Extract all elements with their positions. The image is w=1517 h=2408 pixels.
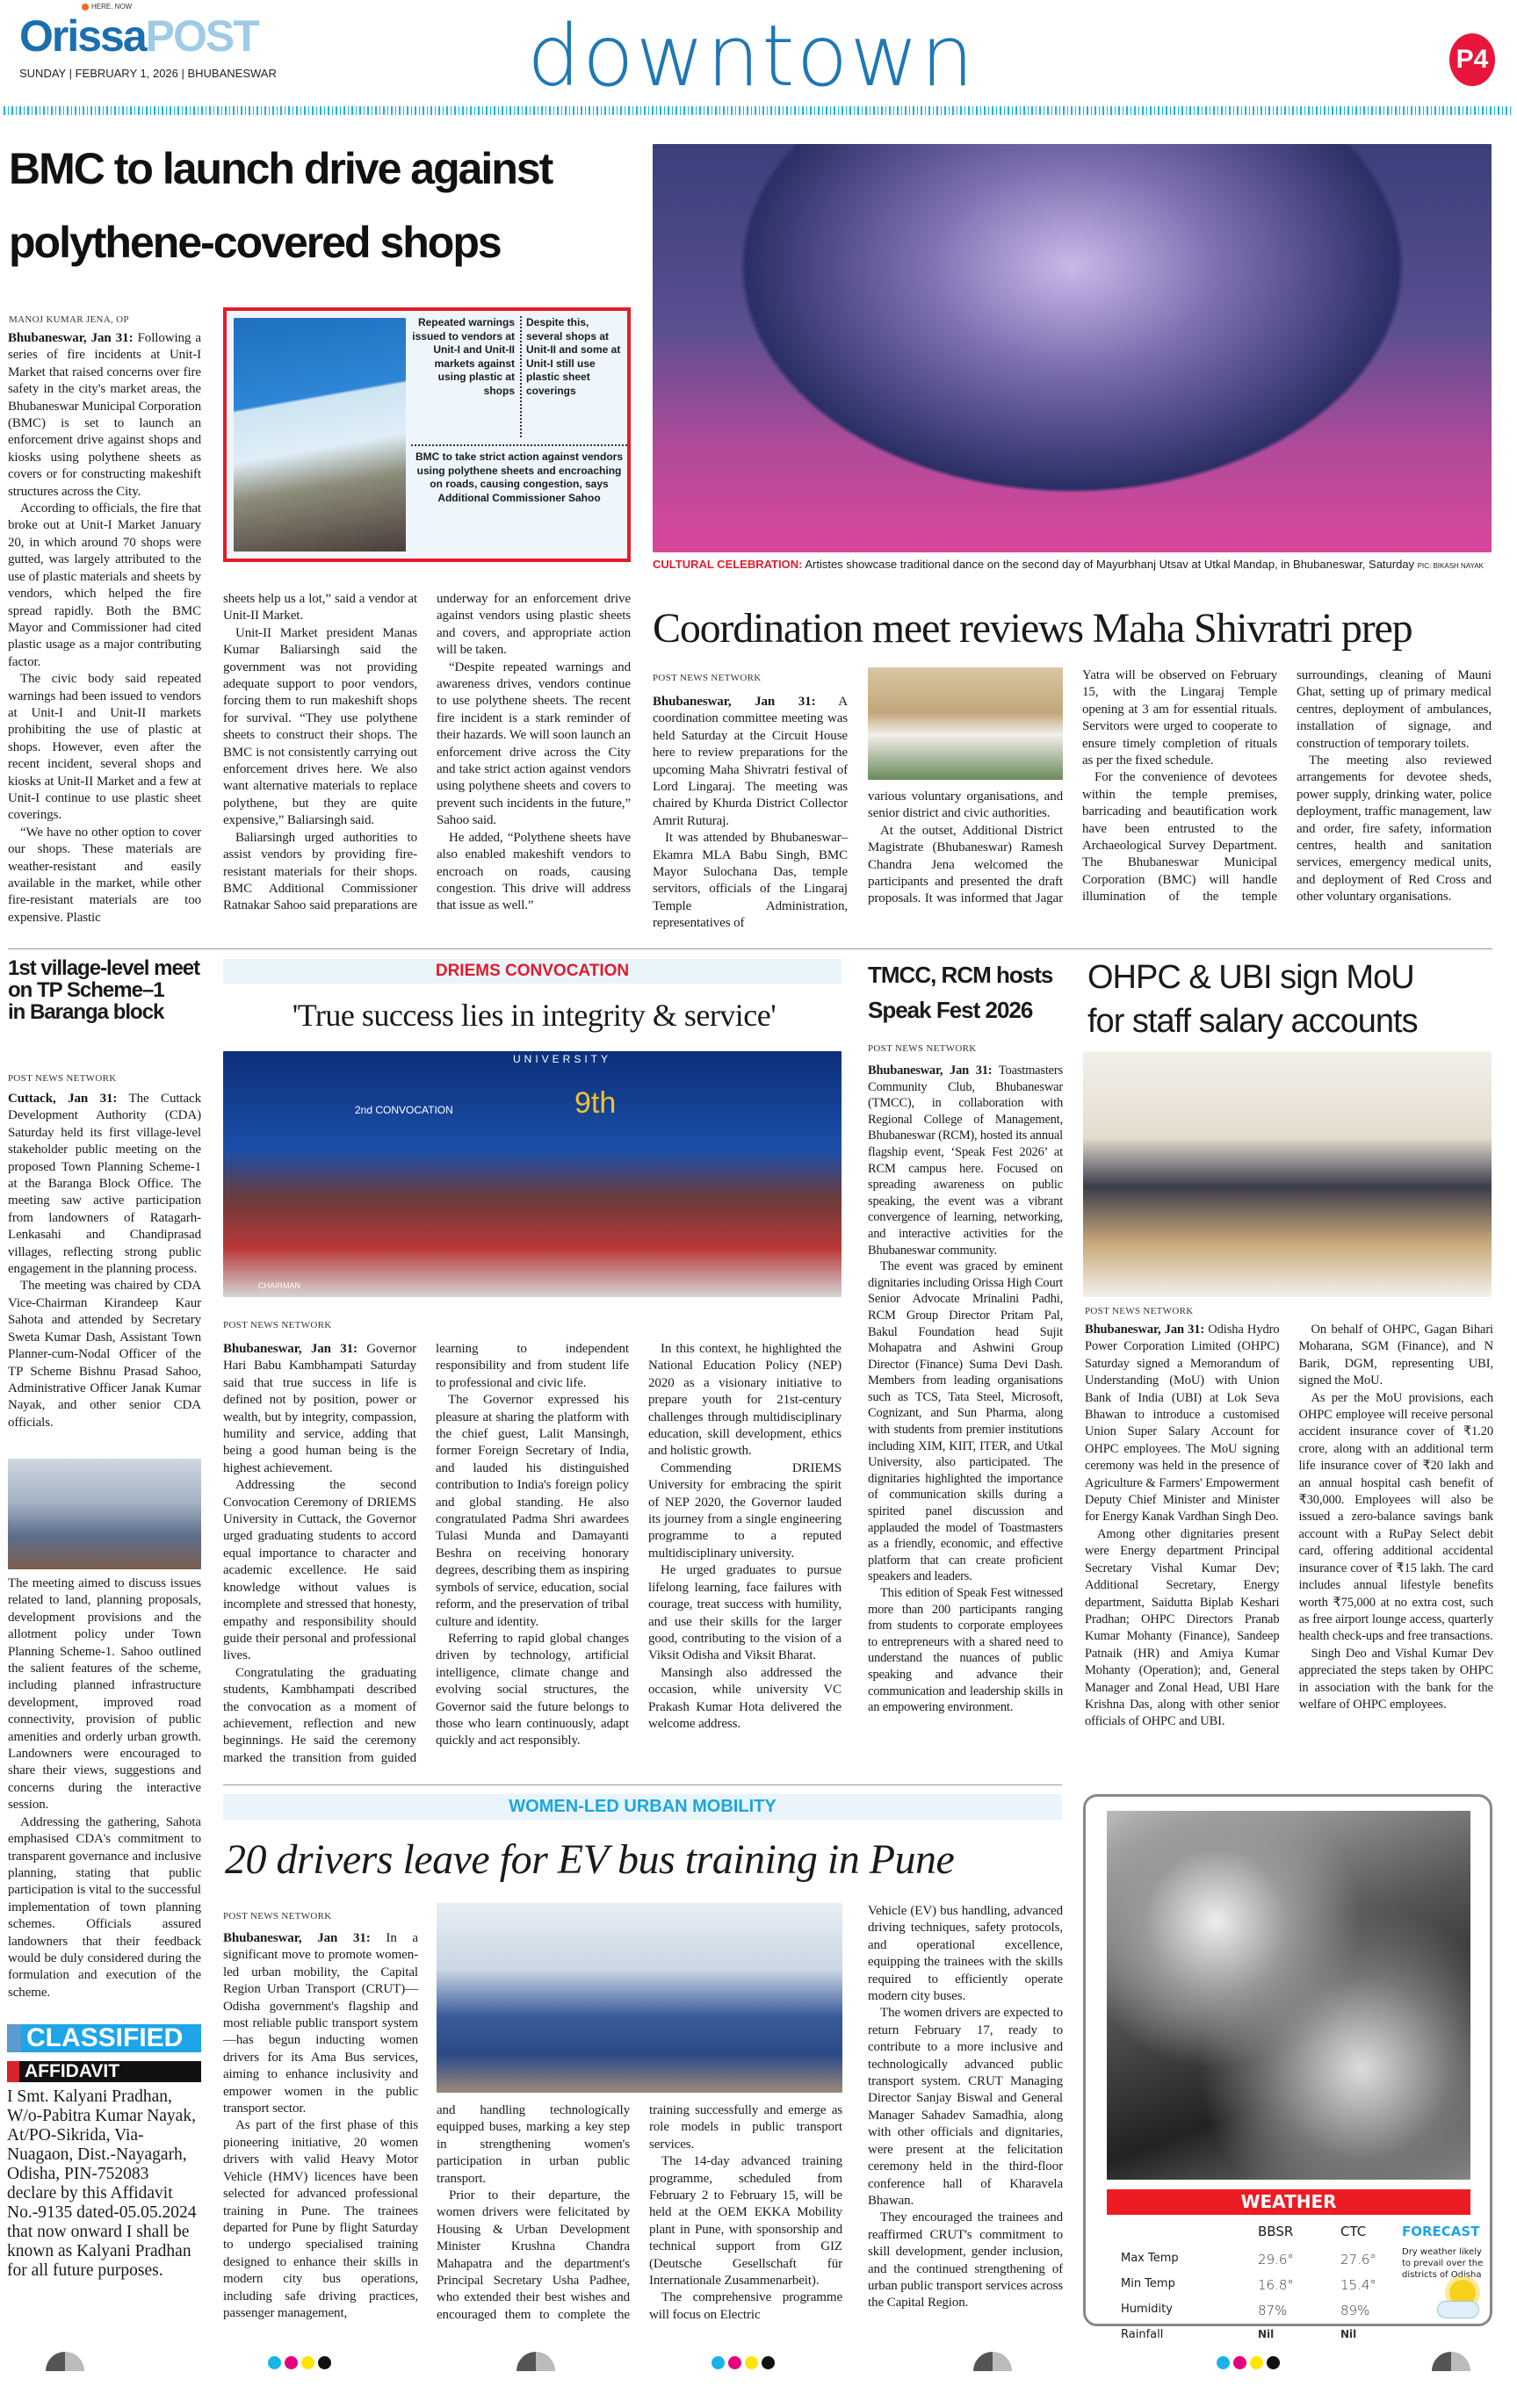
headline-line: Speak Fest 2026 [868, 997, 1033, 1023]
paragraph [1299, 1322, 1494, 1390]
paragraph [8, 1575, 201, 1814]
paragraph-text: In this context, he highlighted the National Education Policy (NEP) 2020 as a visionary initiative to prepare youth for 21st-century challenges through multidisciplinary education, skill development, ethics and holistic growth. [648, 1342, 842, 1459]
paragraph-text: As part of the first phase of this pioneering initiative, 20 women drivers with valid Heavy Motor Vehicle (HMV) licences have been selected for advanced professional training in Pune. The trainees departed for Pune by flight Saturday to undergo specialised training designed to enhance their skills in modern city bus operations, including safe driving practices, passenger management, [223, 2118, 418, 2320]
paragraph [223, 1341, 416, 1477]
dateline: Cuttack, Jan 31: [8, 1092, 118, 1106]
color-bar [712, 2356, 778, 2374]
paragraph [436, 1631, 629, 1750]
ohpc-body [1085, 1322, 1493, 1731]
weather-value-ctc: 15.4° [1340, 2277, 1376, 2293]
color-bar [1217, 2356, 1283, 2374]
weather-row-label: Max Temp [1121, 2252, 1179, 2265]
paragraph [868, 789, 1063, 823]
weather-city-ctc: CTC [1340, 2224, 1367, 2239]
ev-body-cols23 [437, 2102, 842, 2324]
bmc-body-cols [223, 591, 631, 915]
paragraph [223, 1930, 418, 2117]
shivratri-headline: Coordination meet reviews Maha Shivratri prep [653, 605, 1412, 652]
paragraph [223, 591, 417, 625]
paragraph [223, 1477, 416, 1664]
paragraph-text: Governor Hari Babu Kambhampati Saturday said that true success in life is defined not by position, power or wealth, but by integrity, compassion, humility and service, adding that being a good human being is the highest achievement. [223, 1342, 416, 1475]
paragraph-text: “We have no other option to cover our shops. These materials are weather-resistant and easily available in the market, while other fire-resistant materials are too expensive. Plastic [8, 825, 201, 925]
paragraph-text: The meeting aimed to discuss issues related to land, planning proposals, development provisions and the allotment policy under Town Planning Scheme-1. Sahoo outlined the salient features of the scheme, including planned infrastructure development, improved road connectivity, provision of public amenities and orderly urban growth. Landowners were encouraged to share their views, suggestions and concerns during the interactive session. [8, 1576, 201, 1813]
ev-kicker [223, 1794, 1062, 1820]
forecast-text: Dry weather likely to prevail over the districts of Odisha [1402, 2247, 1484, 2280]
bmc-body-col1 [8, 330, 201, 926]
mou-signing-photo [1083, 1051, 1492, 1297]
market-shop-photo [234, 318, 406, 552]
paragraph [8, 330, 201, 501]
paragraph-text: sheets help us a lot,” said a vendor at Unit-II Market. [223, 592, 417, 624]
headline-line: on TP Scheme–1 [8, 978, 164, 1002]
dateline: Bhubaneswar, Jan 31: [1085, 1323, 1205, 1337]
weather-row-label: Humidity [1121, 2303, 1173, 2316]
paragraph [648, 1341, 842, 1460]
paragraph-text: Referring to rapid global changes driven by technology, artificial intelligence, climate change and evolving social structures, the Governor said the future belongs to those who learn continuously, adapt quickly and act responsibly. [436, 1631, 629, 1748]
village-body-top [8, 1091, 201, 1431]
weather-value-ctc: 27.6° [1340, 2252, 1376, 2267]
headline-line: for staff salary accounts [1087, 1003, 1418, 1040]
weather-value-bbsr: 29.6° [1258, 2252, 1294, 2267]
weather-value-bbsr: 16.8° [1258, 2277, 1294, 2293]
paragraph-text: The women drivers are expected to return February 17, ready to contribute to a more inclusive and technologically advanced public transport system. CRUT Managing Director Sanjay Biswal and General Manager Sahadev Samadhia, along with other officials and dignitaries, were present at the felicitation ceremony held in the third-floor conference hall of Kharavela Bhawan. [868, 2006, 1063, 2208]
paragraph-text: As per the MoU provisions, each OHPC employee will receive personal accident insurance cover of ₹1.20 crore, along with an additional term life insurance cover of ₹20 lakh and an annual hospital cash benefit of ₹30,000. Employees will also be issued a zero-balance savings bank account with a RuPay Select debit card, offering additional accidental insurance cover of ₹15 lakh. The card includes annual lifestyle benefits worth ₹75,000 at no extra cost, such as free airport lounge access, quarterly health check-ups and free transactions. [1298, 1390, 1493, 1644]
registration-mark [1432, 2352, 1470, 2371]
forecast-title: FORECAST [1402, 2224, 1480, 2239]
classified-category-text: AFFIDAVIT [25, 2061, 120, 2081]
logo-orissa: Orissa [19, 11, 146, 61]
satellite-image [1107, 1811, 1470, 2180]
paragraph [8, 825, 201, 926]
paragraph [868, 1258, 1063, 1585]
caption-label: CULTURAL CELEBRATION: [653, 558, 803, 571]
ev-headline: 20 drivers leave for EV bus training in Pune [225, 1836, 955, 1883]
tmcc-body [868, 1063, 1063, 1716]
paragraph-text: Singh Deo and Vishal Kumar Dev appreciated the steps taken by OHPC in association with the bank for the welfare of OHPC employees. [1298, 1646, 1493, 1712]
paragraph [8, 671, 201, 825]
weather-row-label: Rainfall [1121, 2328, 1164, 2341]
paragraph [648, 1460, 842, 1562]
paragraph-text: Addressing the second Convocation Ceremony of DRIEMS University in Cuttack, the Governor urged graduating students to accord equal importance to character and academic excellence. He said knowledge without values is incomplete and stressed that honesty, empathy and responsibility should guide their personal and professional lives. [223, 1478, 416, 1663]
paragraph-text: Unit-II Market president Manas Kumar Baliarsingh said the government was not providing adequate support to poor vendors, forcing them to run makeshift shops for survival. “They use polythene sheets to construct their shops. The BMC is not consistently carrying out enforcement drives here. We also want alternative materials to replace polythene, but they are quite expensive,” Baliarsingh said. [223, 625, 417, 828]
paragraph-text: Prior to their departure, the women drivers were felicitated by Housing & Urban Development Minister Krushna Chandra Mahapatra and the department's Principal Secretary Usha Padhee, who extended their best wishes and encouraged them to complete the training successfully and emerge as role models in public transport services. [437, 2103, 842, 2322]
driems-body [223, 1341, 842, 1767]
village-byline: POST NEWS NETWORK [8, 1073, 117, 1084]
dateline: Bhubaneswar, Jan 31: [223, 1931, 371, 1945]
paragraph [648, 1665, 842, 1734]
paragraph-text: On behalf of OHPC, Gagan Bihari Moharana, SGM (Finance), and N Barik, DGM, representing UBI, signed the MoU. [1298, 1323, 1493, 1388]
paragraph [653, 830, 848, 932]
dance-photo [653, 144, 1492, 552]
paragraph-text: The Governor expressed his pleasure at sharing the platform with the chief guest, Lalit Mansingh, former Foreign Secretary of India, and lauded his distinguished contribution to India's foreign policy and global standing. He also congratulated Padma Shri awardees Tulasi Munda and Damayanti Beshra on receiving honorary degrees, describing them as inspiring symbols of service, education, social reform, and the preservation of tribal culture and identity. [436, 1393, 629, 1629]
paragraph-text: Toastmasters Community Club, Bhubaneswar (TMCC), in collaboration with Regional College of Management, Bhubaneswar (RCM), hosted its annual flagship event, ‘Speak Fest 2026’ at RCM campus here. Focused on spreading awareness on public speaking, the event was a vibrant convergence of learning, networking, and interactive activities for the Bhubaneswar community. [868, 1063, 1063, 1258]
paragraph-text: In a significant move to promote women-led urban mobility, the Capital Region Urban Transport (CRUT)—Odisha government's flagship and most reliable public transport system—has begun inducting women drivers for its Ama Bus services, aiming to enhance inclusivity and empower women in the public transport sector. [223, 1931, 418, 2116]
headline-line: OHPC & UBI sign MoU [1087, 959, 1414, 996]
section-divider [223, 1784, 1062, 1785]
headline-line: BMC to launch drive against [9, 144, 553, 193]
shivratri-body-col1 [653, 694, 848, 933]
classified-box [7, 2024, 201, 2281]
paragraph-text: This edition of Speak Fest witnessed more than 200 participants ranging from students to corporate employees to entrepreneurs with a shared need to understand the nuances of public speaking and advance their communication and leadership skills in an empowering environment. [868, 1586, 1063, 1715]
paragraph-text: Commending DRIEMS University for embracing the spirit of NEP 2020, the Governor lauded its journey from a single engineering programme to a reputed multidisciplinary university. [648, 1460, 842, 1561]
paragraph-text: Mansingh also addressed the occasion, while university VC Prakash Kumar Hota delivered the welcome address. [648, 1665, 842, 1731]
village-meeting-photo [8, 1459, 201, 1569]
dateline: Bhubaneswar, Jan 31: [653, 695, 816, 709]
paragraph [653, 694, 848, 830]
weather-value-bbsr: 87% [1258, 2303, 1288, 2318]
paragraph-text: various voluntary organisations, and senior district and civic authorities. [868, 789, 1063, 821]
shivratri-byline: POST NEWS NETWORK [653, 673, 762, 683]
village-headline [8, 957, 203, 1023]
weather-value-bbsr: Nil [1258, 2328, 1275, 2340]
registration-mark [517, 2352, 555, 2371]
weather-row-label: Min Temp [1121, 2277, 1175, 2290]
convocation-photo [223, 1051, 842, 1297]
infobox-bottom-text: BMC to take strict action against vendors using polythene sheets and encroaching on roads, causing congestion, says Additional Commissioner Sahoo [411, 444, 627, 505]
ohpc-headline [1087, 955, 1493, 1043]
paragraph [8, 1091, 201, 1278]
paragraph [868, 2005, 1063, 2210]
tmcc-byline: POST NEWS NETWORK [868, 1043, 977, 1054]
photo-convo-text: 2nd CONVOCATION [355, 1104, 453, 1116]
paragraph-text: The comprehensive programme will focus on Electric [649, 2290, 842, 2322]
driems-kicker [223, 959, 842, 984]
weather-value-ctc: Nil [1340, 2328, 1357, 2340]
headline-line: polythene-covered shops [9, 218, 501, 267]
classified-text: I Smt. Kalyani Pradhan, W/o-Pabitra Kumar Nayak, At/PO-Sikrida, Via-Nuagaon, Dist.-Nayagarh, Odisha, PIN-752083 declare by this Affidavit No.-9135 dated-05.05.2024 that now onward I shall be known as Kalyani Pradhan for all future purposes. [7, 2087, 197, 2280]
logo-post: POST [145, 11, 258, 61]
paragraph [868, 1903, 1063, 2005]
weather-box [1083, 1794, 1492, 2341]
section-divider [8, 948, 1492, 949]
paragraph [437, 660, 631, 830]
paragraph [868, 1585, 1063, 1716]
photo-banner-text: UNIVERSITY [513, 1053, 612, 1065]
paragraph [1297, 753, 1492, 906]
paragraph-text: According to officials, the fire that broke out at Unit-I Market January 20, in which around 70 shops were gutted, was largely attributed to the use of plastic materials and sheets by vendors, which helped the fire spread rapidly. Both the BMC Mayor and Commissioner had cited plastic usage as a major contributing factor. [8, 501, 201, 669]
paragraph [1299, 1390, 1494, 1646]
paragraph [223, 2117, 418, 2322]
paragraph-text: They encouraged the trainees and reaffirmed CRUT's commitment to skill development, gender inclusion, and the continued strengthening of urban public transport services across the Capital Region. [868, 2210, 1063, 2311]
paragraph-text: Vehicle (EV) bus handling, advanced driving techniques, safety protocols, and operational excellence, equipping the trainees with the skills required to efficiently operate modern city buses. [868, 1904, 1063, 2004]
paragraph [437, 830, 631, 915]
color-bar [268, 2356, 335, 2374]
ev-body-col4 [868, 1903, 1063, 2312]
weather-value-ctc: 89% [1340, 2303, 1370, 2318]
paragraph-text: A coordination committee meeting was held Saturday at the Circuit House here to review preparations for the upcoming Maha Shivratri festival of Lord Lingaraj. The meeting was chaired by Khurda District Collector Amrit Ruturaj. [653, 695, 848, 828]
photo-spacer [868, 667, 1063, 789]
bmc-headline [9, 132, 641, 279]
paragraph-text: Among other dignitaries present were Energy department Principal Secretary Vishal Kumar Dev; Additional Secretary, Energy department, Saidutta Biplab Keshari Pradhan; OHPC Directors Pranab Kumar Mohanty (Finance), Sandeep Patnaik (HR) and Amiya Kumar Mohanty (Operation); and, General Manager and Zonal Head, UBI Hare Krishna Das, along with other senior officials of OHPC and UBI. [1085, 1526, 1280, 1729]
dateline: Bhubaneswar, Jan 31: [8, 331, 134, 345]
paragraph [649, 2289, 842, 2324]
photo-convo-number: 9th [574, 1086, 617, 1120]
dateline: Bhubaneswar, Jan 31: [868, 1063, 993, 1078]
paragraph-text: The Cuttack Development Authority (CDA) Saturday held its first village-level stakeholder public meeting on the proposed Town Planning Scheme-1 at the Baranga Block Office. The meeting saw active participation from landowners of Ratagarh-Lenkasahi and Chandiprasad villages, reflecting strong public engagement in the planning process. [8, 1092, 201, 1277]
paragraph-text: Following a series of fire incidents at Unit-I Market that raised concerns over fire safety in the city's market areas, the Bhubaneswar Municipal Corporation (BMC) is set to launch an enforcement drive against shops and kiosks using polythene sheets as covers or for constructing makeshift structures across the City. [8, 331, 201, 499]
classified-title [7, 2024, 201, 2052]
paragraph [223, 625, 417, 830]
caption-text: Artistes showcase traditional dance on the second day of Mayurbhanj Utsav at Utkal Mandap, in Bhubaneswar, Saturday [802, 558, 1415, 571]
paragraph [1085, 1526, 1280, 1731]
driems-headline: 'True success lies in integrity & service' [292, 998, 777, 1033]
dance-photo-caption [653, 558, 1492, 573]
paragraph-text: The meeting was chaired by CDA Vice-Chairman Kirandeep Kaur Sahota and attended by Secretary Sweta Kumar Dash, Assistant Town Planner-cum-Nodal Officer of the TP Scheme Bishnu Prasad Sahoo, Administrative Officer Janak Kumar Nayak, and other senior CDA officials. [8, 1279, 201, 1430]
masthead-rule [4, 106, 1513, 115]
paragraph-text: The meeting also reviewed arrangements for devotee sheds, power supply, drinking water, police deployment, traffic management, law and order, fire safety, information centres, health and sanitation services, emergency medical units, and deployment of Red Cross and other voluntary organisations. [1297, 753, 1492, 905]
paragraph-text: Congratulating the graduating students, Kambhampati described the convocation as a moment of achievement, reflection and new beginnings. He said the ceremony marked the transition from guided learning to independent responsibility and from student life to professional and civic life. [223, 1342, 629, 1765]
kicker-text: DRIEMS CONVOCATION [435, 962, 630, 980]
ev-body-col1 [223, 1930, 418, 2322]
paragraph [8, 501, 201, 671]
weather-city-bbsr: BBSR [1258, 2224, 1294, 2239]
kicker-text: WOMEN-LED URBAN MOBILITY [509, 1797, 777, 1816]
paragraph [648, 1562, 842, 1664]
paragraph [437, 2102, 630, 2188]
paragraph [1085, 1322, 1280, 1526]
ohpc-byline: POST NEWS NETWORK [1085, 1306, 1194, 1316]
paragraph-text: The civic body said repeated warnings had been issued to vendors at Unit-I and Unit-II markets prohibiting the use of plastic at shops. However, even after the recent incident, several shops and kiosks at Unit-II Market and a few at Unit-I continue to use plastic sheet coverings. [8, 672, 201, 823]
bmc-byline: MANOJ KUMAR JENA, OP [9, 314, 129, 325]
registration-mark [46, 2352, 84, 2371]
logo-dot-icon [82, 4, 89, 11]
paragraph-text: Addressing the gathering, Sahota emphasised CDA's commitment to transparent governance and inclusive planning, stating that public participation is vital to the successful implementation of town planning schemes. Officials assured landowners that their feedback would be duly considered during the formulation and execution of the scheme. [8, 1814, 201, 2000]
issue-dateline: SUNDAY | FEBRUARY 1, 2026 | BHUBANESWAR [19, 67, 277, 80]
paragraph-text: He added, “Polythene sheets have also enabled makeshift vendors to encroach on roads, causing congestion. This drive will address that issue as well.” [437, 830, 631, 913]
masthead [0, 0, 1517, 119]
headline-line: in Baranga block [8, 1000, 164, 1024]
paragraph [868, 2210, 1063, 2311]
paragraph [649, 2153, 842, 2289]
ev-byline: POST NEWS NETWORK [223, 1911, 332, 1921]
paragraph-text: Baliarsingh urged authorities to assist vendors by providing fire-resistant materials for their shops. BMC Additional Commissioner Ratnakar Sahoo said preparations are underway for an enforcement drive against vendors using plastic sheets and covers, and appropriate action will be taken. [223, 592, 631, 913]
paragraph [436, 1392, 629, 1631]
page-number: P4 [1456, 45, 1489, 74]
headline-line: TMCC, RCM hosts [868, 962, 1053, 988]
registration-mark [973, 2352, 1012, 2371]
infobox-right-text: Despite this, several shops at Unit-II and some at Unit-I still use plastic sheet coverings [520, 316, 627, 437]
weather-title: WEATHER [1107, 2189, 1470, 2215]
classified-category [7, 2061, 201, 2082]
headline-line: 1st village-level meet [8, 956, 200, 980]
paragraph-text: Odisha Hydro Power Corporation Limited (OHPC) Saturday signed a Memorandum of Understanding (MoU) with Union Bank of India (UBI) at Lok Seva Bhawan to introduce a customised Union Super Salary Account for OHPC employees. The MoU signing ceremony was held in the presence of Agriculture & Farmers' Empowerment Deputy Chief Minister and Minister for Energy Kanak Vardhan Singh Deo. [1085, 1323, 1280, 1525]
photo-credit: PIC: BIKASH NAYAK [1417, 562, 1484, 570]
logo-tagline: HERE. NOW [91, 3, 133, 11]
driems-byline: POST NEWS NETWORK [223, 1320, 332, 1330]
page-number-badge [1449, 33, 1495, 86]
logo [19, 11, 258, 61]
tmcc-headline [868, 957, 1063, 1027]
paragraph [1299, 1646, 1494, 1714]
paragraph-text: He urged graduates to pursue lifelong learning, face failures with courage, treat success with humility, and use their skills for the larger good, contributing to the vision of a Viksit Odisha and Viksit Bharat. [648, 1563, 842, 1663]
paragraph-text: “Despite repeated warnings and awareness drives, vendors continue to use polythene sheets. The recent fire incident is a stark reminder of their hazards. We will soon launch an enforcement drive across the City and take strict action against vendors using polythene sheets and covers to prevent such incidents in the future,” Sahoo said. [437, 660, 632, 828]
classified-title-text: CLASSIFIED [26, 2023, 184, 2052]
paragraph-text: For the convenience of devotees within the temple premises, barricading and beautification work have been entrusted to the Archaeological Survey Department. The Bhubaneswar Municipal Corporation (BMC) will handle illumination of the temple surroundings, cleaning of Mauni Ghat, setting up of primary medical centres, deployment of ambulances, installation of signage, and construction of temporary toilets. [1082, 668, 1492, 905]
paragraph-text: It was attended by Bhubaneswar–Ekamra MLA Babu Singh, BMC Mayor Sulochana Das, temple servitors, officials of the Lingaraj Temple Administration, representatives of [653, 831, 848, 931]
paragraph [8, 1814, 201, 2001]
paragraph [868, 1063, 1063, 1258]
dateline: Bhubaneswar, Jan 31: [223, 1342, 358, 1356]
sun-cloud-icon [1437, 2278, 1481, 2322]
paragraph-text: The event was graced by eminent dignitaries including Orissa High Court Senior Advocate Mrinalini Padhi, RCM Group Director Pritam Pal, Bakul Foundation head Sujit Mohapatra and Ashwini Group Director (Finance) Suma Devi Dash. Members from leading organisations such as TCS, Tata Steel, Microsoft, Cognizant, and Sun Pharma, along with students from premier institutions including XIM, KIIT, ITER, and Utkal University, also participated. The dignitaries highlighted the importance of communication skills during a spirited panel discussion and applauded the model of Toastmasters as a friendly, economic, and effective platform that can create proficient speakers and leaders. [868, 1259, 1063, 1584]
paragraph [8, 1278, 201, 1431]
women-drivers-photo [437, 1903, 842, 2093]
shivratri-body-rest [868, 667, 1492, 908]
village-body-bottom [8, 1575, 201, 2001]
paragraph-text: The 14-day advanced training programme, scheduled from February 2 to February 15, will be held at the OEM EKKA Mobility plant in Pune, with sponsorship and technical support from GIZ (Deutsche Gesellschaft für Internationale Zusammenarbeit). [649, 2154, 842, 2289]
bmc-infobox [223, 307, 631, 562]
photo-chair-text: CHAIRMAN [258, 1281, 301, 1290]
section-title: downtown [527, 7, 976, 105]
paragraph-text: At the outset, Additional District Magistrate (Bhubaneswar) Ramesh Chandra Jena welcomed the participants and presented the draft proposals. It was informed that Jagar Yatra will be observed on February 15, with the Lingaraj Temple opening at 3 am for essential rituals. Servitors were urged to cooperate to ensure timely completion of rituals as per the fixed schedule. [868, 668, 1277, 906]
paragraph-text: and handling technologically equipped buses, marking a key step in strengthening women's participation in urban public transport. [437, 2103, 630, 2186]
infobox-left-text: Repeated warnings issued to vendors at Unit-I and Unit-II markets against using plastic at shops [412, 316, 515, 397]
